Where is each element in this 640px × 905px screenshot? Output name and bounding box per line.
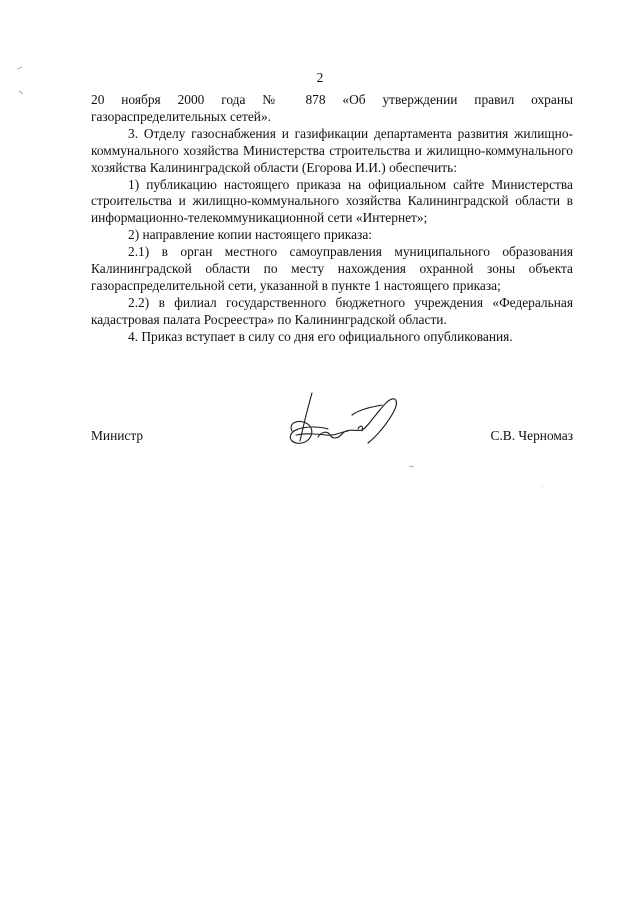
handwritten-signature: [282, 385, 402, 460]
paragraph-1: 20 ноября 2000 года № 878 «Об утверждении правил охраны газораспределительных сетей».: [91, 92, 573, 124]
paragraph-7: 4. Приказ вступает в силу со дня его официального опубликования.: [128, 328, 513, 344]
scan-mark: [408, 465, 416, 469]
paragraph-4: 2) направление копии настоящего приказа:: [128, 227, 373, 243]
paragraph-2: 3. Отделу газоснабжения и газификации департамента развития жилищно-коммунального хозяйства Министерства строительства и жилищно-коммунального хозяйства Калининградской области (Егорова И.И.) обеспечить:: [91, 125, 573, 175]
scan-mark: [18, 90, 26, 96]
paragraph-6: 2.2) в филиал государственного бюджетного учреждения «Федеральная кадастровая палата Росреестра» по Калининградской области.: [91, 294, 573, 327]
signatory-title: Министр: [91, 428, 144, 443]
scan-mark: [16, 66, 24, 70]
paragraph-3: 1) публикацию настоящего приказа на официальном сайте Министерства строительства и жилищно-коммунального хозяйства Калининградской области в информационно-телекоммуникационной сети «Интернет»;: [91, 176, 573, 226]
signatory-name: С.В. Черномаз: [490, 428, 573, 443]
page-number: 2: [316, 70, 324, 85]
document-body: [91, 92, 573, 346]
paragraph-5: 2.1) в орган местного самоуправления муниципального образования Калининградской области по месту нахождения охранной зоны объекта газораспределительной сети, указанной в пункте 1 настоящего приказа;: [91, 244, 573, 293]
scan-mark: [541, 485, 545, 489]
